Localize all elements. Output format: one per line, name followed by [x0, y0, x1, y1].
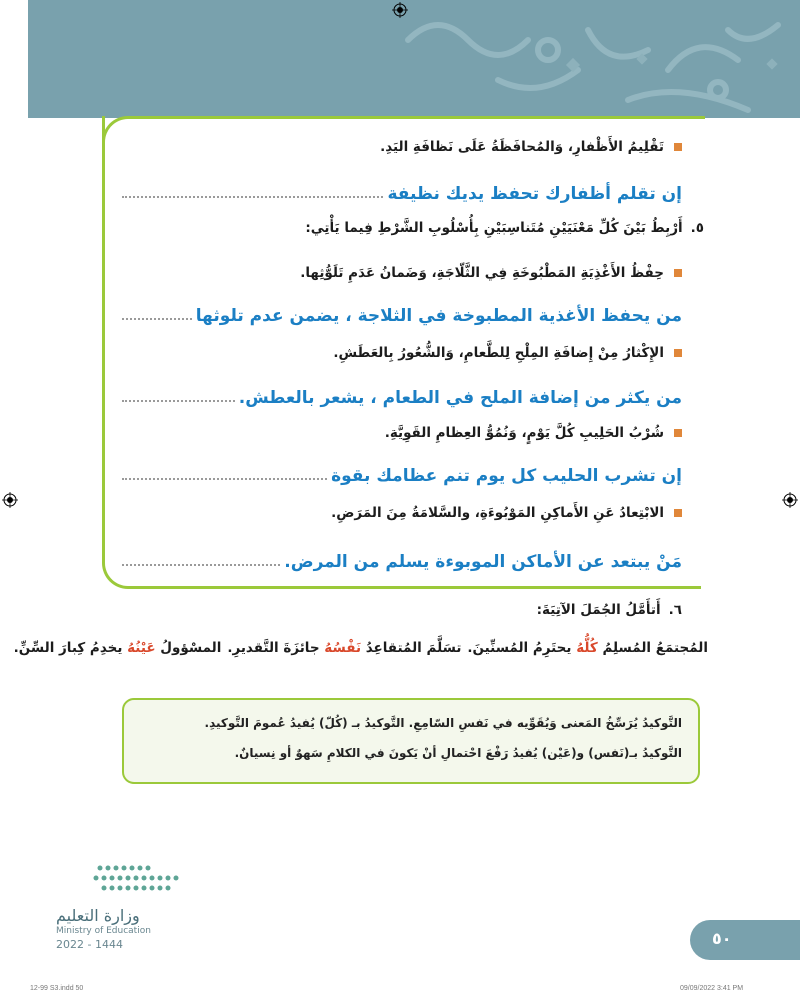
bullet-square-icon	[674, 349, 682, 357]
sentence-text: جائزَةَ التَّقديرِ.	[227, 640, 320, 656]
answer-text: إن تقلم أظفارك تحفظ يديك نظيفة	[387, 184, 682, 204]
answer-text: إن تشرب الحليب كل يوم تنم عظامك بقوة	[331, 466, 682, 486]
ministry-year: 2022 - 1444	[56, 938, 123, 951]
bullet-square-icon	[674, 269, 682, 277]
dotted-line	[122, 399, 235, 402]
sentence-text: المسْؤولُ	[160, 640, 222, 656]
bullet-square-icon	[674, 509, 682, 517]
dotted-line	[122, 477, 327, 480]
bullet-square-icon	[674, 143, 682, 151]
bullet-square-icon	[674, 429, 682, 437]
sentence-text: المُجتمَعُ المُسلِمُ	[602, 640, 708, 656]
registration-mark-icon	[782, 492, 798, 508]
sentence-1	[467, 640, 708, 656]
dotted-line	[122, 317, 192, 320]
emphasis-word: كُلُّهُ	[576, 640, 598, 656]
emphasis-word: عَيْنُهُ	[127, 640, 156, 656]
sentence-3	[14, 640, 222, 656]
bullet-item	[300, 260, 682, 286]
ministry-name-ar: وزارة التعليم	[56, 906, 140, 925]
registration-mark-icon	[392, 2, 408, 18]
answer-text: من يحفظ الأغذية المطبوخة في الثلاجة ، يضمن عدم تلوثها	[195, 306, 682, 326]
question-number: ٦.	[668, 602, 682, 618]
question-5	[305, 216, 704, 240]
bullet-item	[331, 500, 682, 526]
rule-line-2: التَّوكيدُ بـ(نَفس) و(عَيْن) يُفيدُ رَفْعَ احْتمالِ أنْ يَكونَ في الكلامِ سَهوٌ أو نِسيانٌ.	[234, 746, 682, 760]
answer-line[interactable]	[122, 458, 682, 486]
page-number: ٥٠	[712, 929, 732, 948]
bullet-text: شُرْبُ الحَلِيبِ كُلَّ يَوْمٍ، وَنُمُوُّ العِظامِ القَوِيَّةِ.	[384, 425, 664, 441]
sentence-text: تسَلَّمَ المُتقاعِدُ	[365, 640, 462, 656]
question-text: أَتأَمَّلُ الجُمَلَ الآتِيَةَ:	[536, 602, 661, 618]
answer-line[interactable]	[122, 380, 682, 408]
answer-line[interactable]	[122, 544, 682, 572]
bullet-item	[380, 134, 682, 160]
question-number: ٥.	[690, 220, 704, 236]
dotted-line	[122, 563, 280, 566]
example-sentences	[13, 640, 708, 656]
bullet-text: تَقْلِيمُ الأَظْفارِ، وَالمُحافَظَةُ عَلَى نَظافَةِ اليَدِ.	[380, 139, 664, 155]
answer-text: مَنْ يبتعد عن الأماكن الموبوءة يسلم من المرض.	[284, 552, 682, 572]
bullet-item	[333, 340, 682, 366]
sentence-text: يحتَرِمُ المُسنِّينَ.	[467, 640, 572, 656]
dotted-line	[122, 195, 383, 198]
ministry-dots-icon	[56, 860, 196, 900]
sentence-2	[227, 640, 461, 656]
calligraphy-pattern	[28, 0, 800, 118]
bullet-item	[385, 420, 682, 446]
sentence-text: يخدِمُ كِبارَ السِّنِّ.	[13, 640, 123, 656]
question-text: أَرْبِطُ بَيْنَ كُلِّ مَعْنَيَيْنِ مُتَناسِبَيْنِ بِأُسْلُوبِ الشَّرْطِ فِيما يَأْتِي:	[305, 220, 683, 236]
bullet-text: حِفْظُ الأَغْذِيَةِ المَطْبُوخَةِ فِي الثَّلّاجَةِ، وَضَمانُ عَدَمِ تَلَوُّثِها.	[300, 265, 664, 281]
slug-left: 12-99 S3.indd 50	[30, 985, 84, 992]
bullet-text: الابْتِعادُ عَنِ الأَماكِنِ المَوْبُوءَةِ، والسَّلامَةُ مِنَ المَرَضِ.	[331, 505, 664, 521]
question-6	[537, 598, 682, 622]
answer-line[interactable]	[122, 176, 682, 204]
registration-mark-icon	[2, 492, 18, 508]
rule-line-1: التَّوكيدُ يُرَسِّخُ المَعنى وَيُقَوِّيه في نَفسِ السّامِعِ. التَّوكيدُ بـ (كُلّ) يُفيدُ عُمومَ التَّوكيدِ.	[204, 716, 682, 730]
emphasis-word: نَفْسُهُ	[324, 640, 362, 656]
slug-right: 09/09/2022 3:41 PM	[680, 985, 744, 992]
page-number-tab	[690, 920, 800, 960]
ministry-logo	[56, 860, 196, 950]
ministry-name-en: Ministry of Education	[56, 926, 151, 936]
bullet-text: الإِكْثارُ مِنْ إِضافَةِ المِلْحِ لِلطَّعامِ، وَالشُّعُورُ بِالعَطَشِ.	[333, 345, 664, 361]
header-band	[28, 0, 800, 118]
answer-text: من يكثر من إضافة الملح في الطعام ، يشعر بالعطش.	[238, 388, 682, 408]
answer-line[interactable]	[122, 298, 682, 326]
rule-box	[122, 698, 700, 784]
